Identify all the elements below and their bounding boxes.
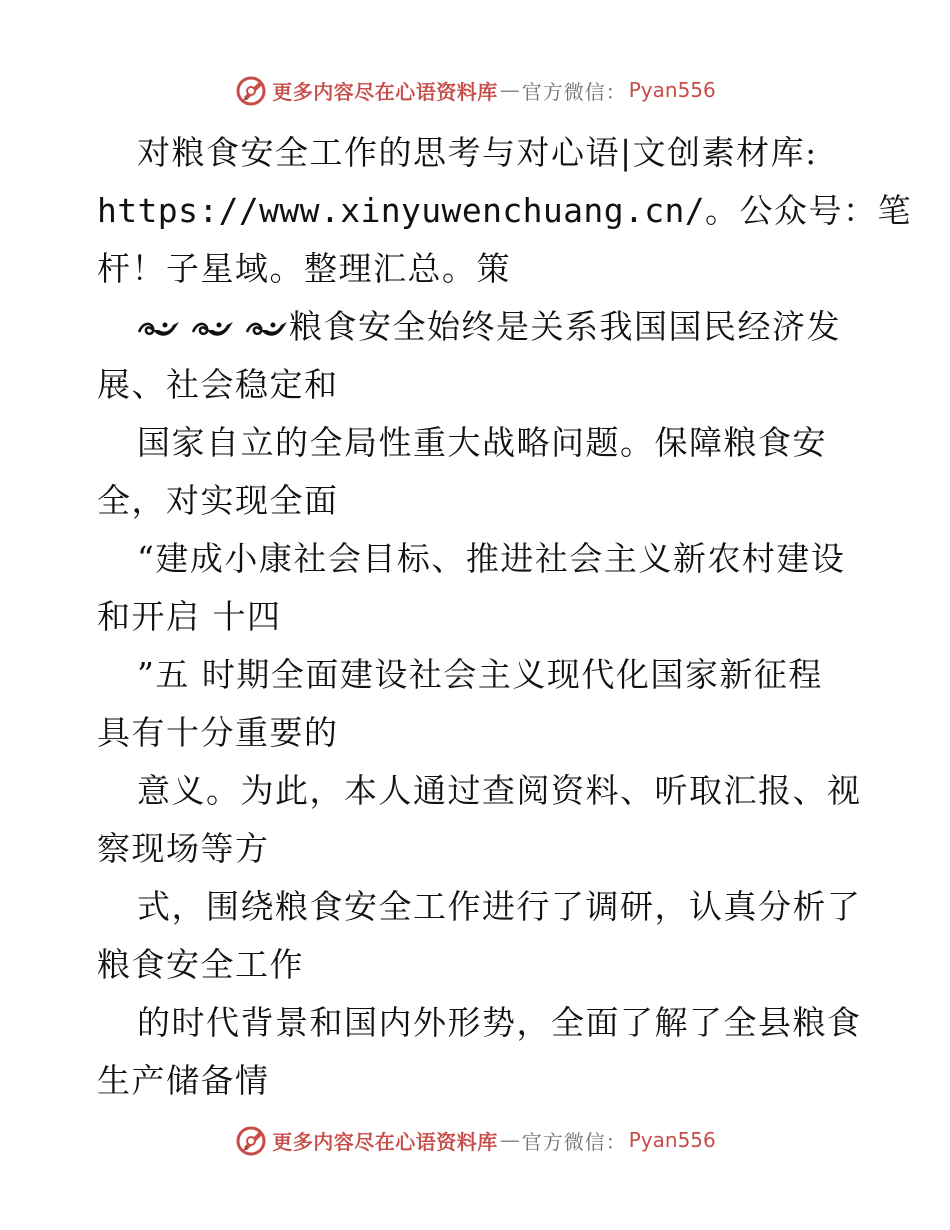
text-line-11: 具有十分重要的 [97,713,339,752]
text-line-9: 和开启 十四 [97,597,282,636]
text-line-4-content: 粮食安全始终是关系我国国民经济发 [289,307,841,346]
text-line-2-suffix: 。公众号：笔 [705,191,913,230]
text-line-17: 生产储备情 [97,1061,270,1100]
banner-wechat-label: 官方微信： [521,1129,627,1154]
banner-dash: — [499,1128,520,1152]
swirl-ornament-icon [191,316,235,342]
swirl-ornament-icon [245,316,289,342]
text-line-12: 意义。为此，本人通过查阅资料、听取汇报、视 [137,771,862,810]
swirl-ornament-icon [137,316,181,342]
brush-logo-icon [234,73,268,107]
banner-site-name: 更多内容尽在心语资料库 [272,1129,498,1154]
document-body [97,124,913,1110]
text-line-10: ”五 时期全面建设社会主义现代化国家新征程 [137,655,823,694]
text-line-6: 国家自立的全局性重大战略问题。保障粮食安 [137,423,827,462]
banner-wechat-id: Pyan556 [628,78,716,102]
banner-dash: — [499,78,520,102]
banner-site-name: 更多内容尽在心语资料库 [272,79,498,104]
text-line-15: 粮食安全工作 [97,945,304,984]
brush-logo-icon [234,1123,268,1157]
ornament-group [137,316,289,342]
text-line-13: 察现场等方 [97,829,270,868]
text-line-1: 对粮食安全工作的思考与对心语|文创素材库: [137,133,818,172]
text-line-4 [97,298,857,356]
text-line-16: 的时代背景和国内外形势，全面了解了全县粮食 [137,1003,862,1042]
banner-wechat-id: Pyan556 [628,1128,716,1152]
text-line-5: 展、社会稳定和 [97,365,339,404]
header-watermark-banner [0,70,950,110]
banner-wechat-label: 官方微信： [521,79,627,104]
text-line-8: “建成小康社会目标、推进社会主义新农村建设 [137,539,846,578]
text-line-14: 式，围绕粮食安全工作进行了调研，认真分析了 [137,887,862,926]
text-line-7: 全，对实现全面 [97,481,339,520]
text-line-3: 杆！子星域。整理汇总。策 [97,249,511,288]
source-url-link[interactable]: https://www.xinyuwenchuang.cn/ [97,191,706,230]
footer-watermark-banner [0,1120,950,1160]
text-line-2 [97,182,913,240]
